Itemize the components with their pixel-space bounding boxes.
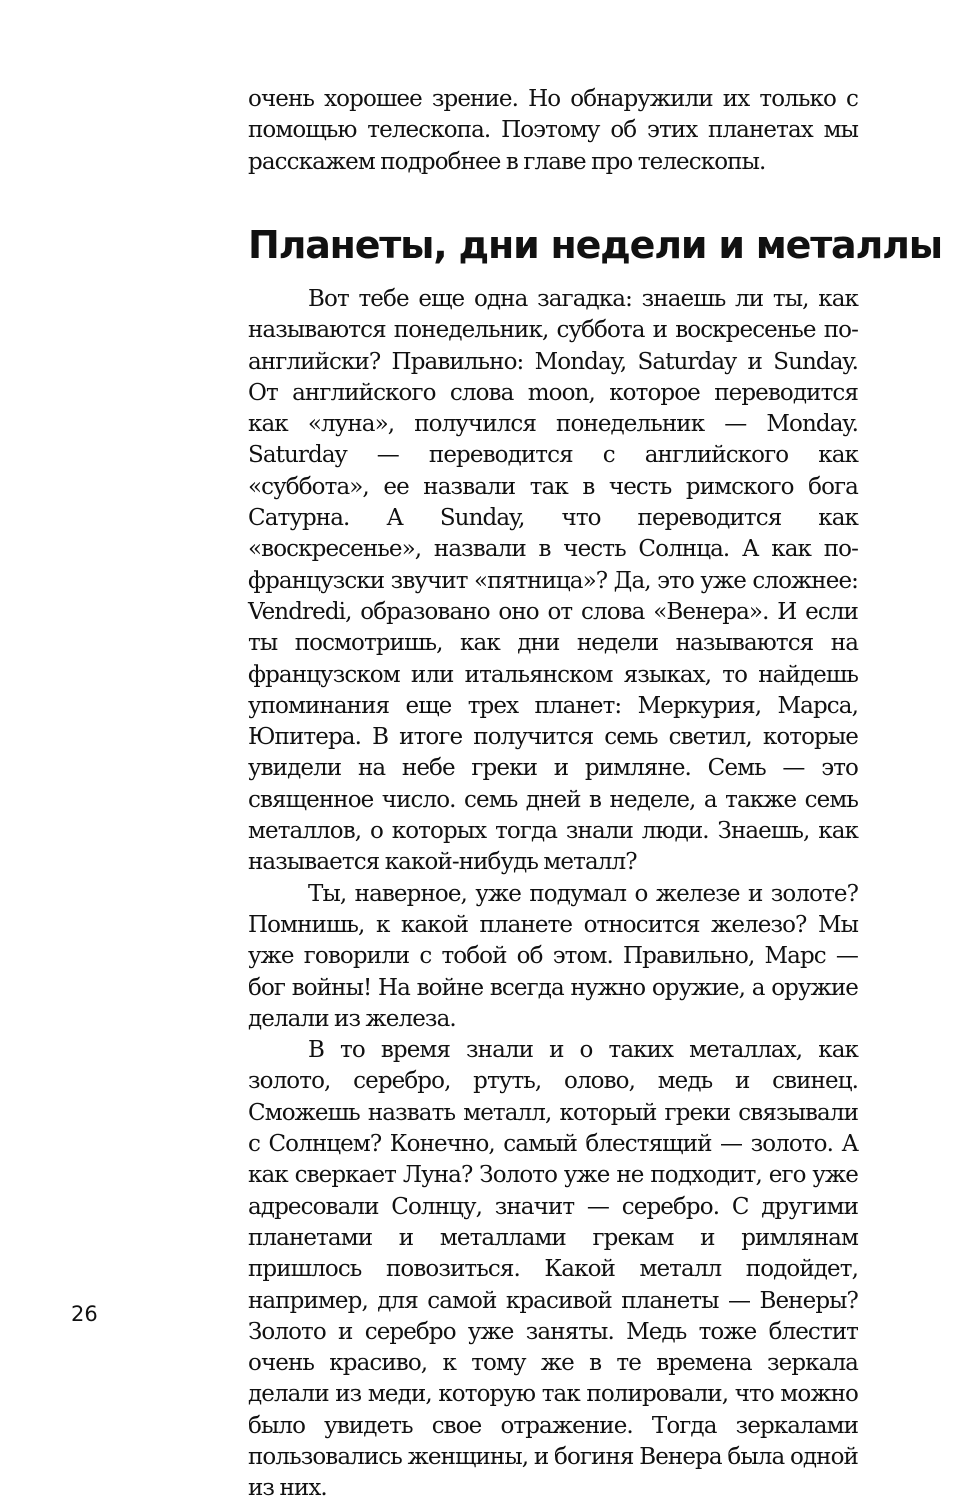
paragraph-2: Ты, наверное, уже подумал о железе и золоте? Помнишь, к какой планете относится железо? Мы уже говорили с тобой об этом. Правильно, Марс — бог войны! На войне всегда нужно оружие, а оружие делали из железа. <box>248 880 858 1032</box>
section-body <box>248 284 858 1505</box>
intro-paragraph: очень хорошее зрение. Но обнаружили их только с помощью телескопа. Поэтому об этих планетах мы расскажем подробнее в главе про телескопы. <box>248 86 858 175</box>
paragraph-1: Вот тебе еще одна загадка: знаешь ли ты, как называются понедельник, суббота и воскресенье по-английски? Правильно: Monday, Saturday и Sunday. От английского слова moon, которое переводится как «луна», получился понедельник — Monday. Saturday — переводится с английского как «суббота», ее назвали так в честь римского бога Сатурна. А Sunday, что переводится как «воскресенье», назвали в честь Солнца. А как по-французски звучит «пятница»? Да, это уже сложнее: Vendredi, образовано оно от слова «Венера». И если ты посмотришь, как дни недели называются на французском или итальянском языках, то найдешь упоминания еще трех планет: Меркурия, Марса, Юпитера. В итоге получится семь светил, которые увидели на небе греки и римляне. Семь — это священное число. семь дней в неделе, а также семь металлов, о которых тогда знали люди. Знаешь, как называется какой-нибудь металл? <box>248 286 858 876</box>
section-heading: Планеты, дни недели и металлы <box>248 223 942 267</box>
intro-text <box>248 84 858 178</box>
page-number: 26 <box>71 1302 98 1326</box>
paragraph-3: В то время знали и о таких металлах, как золото, серебро, ртуть, олово, медь и свинец. Сможешь назвать металл, который греки связывали с Солнцем? Конечно, самый блестящий — золото. А как сверкает Луна? Золото уже не подходит, его уже адресовали Солнцу, значит — серебро. С другими планетами и металлами грекам и римлянам пришлось повозиться. Какой металл подойдет, например, для самой красивой планеты — Венеры? Золото и серебро уже заняты. Медь тоже блестит очень красиво, к тому же в те времена зеркала делали из меди, которую так полировали, что можно было увидеть свое отражение. Тогда зеркалами пользовались женщины, и богиня Венера была одной из них. <box>248 1037 858 1502</box>
